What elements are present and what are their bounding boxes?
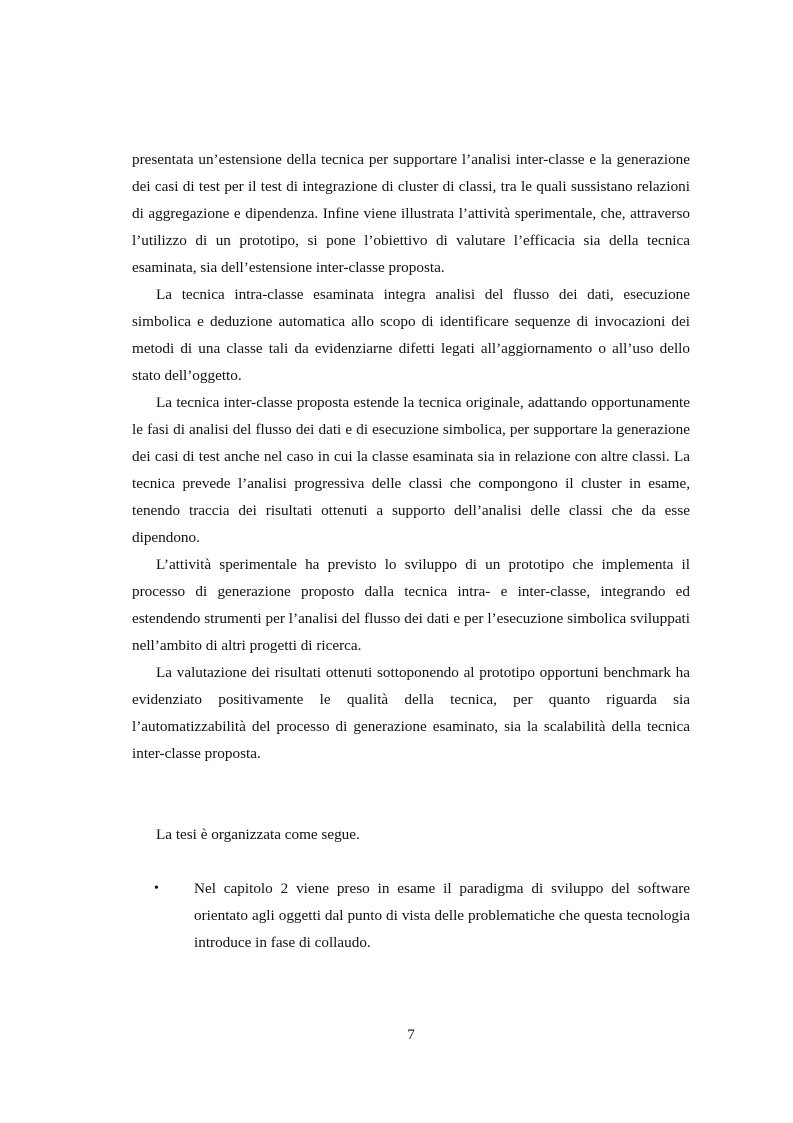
list-item-text: Nel capitolo 2 viene preso in esame il paradigma di sviluppo del software orientato agli oggetti dal punto di vista delle problematiche che questa tecnologia introduce in fase di collaudo. xyxy=(194,880,690,951)
list-intro: La tesi è organizzata come segue. xyxy=(156,826,360,843)
chapter-list xyxy=(132,875,690,956)
paragraph-1: presentata un’estensione della tecnica per supportare l’analisi inter-classe e la generazione dei casi di test per il test di integrazione di cluster di classi, tra le quali sussistano relazioni di aggregazione e dipendenza. Infine viene illustrata l’attività sperimentale, che, attraverso l’utilizzo di un prototipo, si pone l’obiettivo di valutare l’efficacia sia della tecnica esaminata, sia dell’estensione inter-classe proposta. xyxy=(132,151,690,276)
section-spacer xyxy=(132,767,690,821)
paragraph-3: La tecnica inter-classe proposta estende la tecnica originale, adattando opportunamente le fasi di analisi del flusso dei dati e di esecuzione simbolica, per supportare la generazione dei casi di test anche nel caso in cui la classe esaminata sia in relazione con altre classi. La tecnica prevede l’analisi progressiva delle classi che compongono il cluster in esame, tenendo traccia dei risultati ottenuti a supporto dell’analisi delle classi che da esse dipendono. xyxy=(132,394,690,546)
list-spacer xyxy=(132,848,690,875)
paragraph-4: L’attività sperimentale ha previsto lo sviluppo di un prototipo che implementa il processo di generazione proposto dalla tecnica intra- e inter-classe, integrando ed estendendo strumenti per l’analisi del flusso dei dati e per l’esecuzione simbolica sviluppati nell’ambito di altri progetti di ricerca. xyxy=(132,556,690,654)
page-number: 7 xyxy=(407,1026,415,1043)
list-item xyxy=(132,875,690,956)
bullet-icon: • xyxy=(154,881,159,896)
paragraph-5: La valutazione dei risultati ottenuti sottoponendo al prototipo opportuni benchmark ha evidenziato positivamente le qualità della tecnica, per quanto riguarda sia l’automatizzabilità del processo di generazione esaminato, sia la scalabilità della tecnica inter-classe proposta. xyxy=(132,664,690,762)
body-text xyxy=(132,146,690,956)
paragraph-2: La tecnica intra-classe esaminata integra analisi del flusso dei dati, esecuzione simbolica e deduzione automatica allo scopo di identificare sequenze di invocazioni dei metodi di una classe tali da evidenziarne difetti legati all’aggiornamento o all’uso dello stato dell’oggetto. xyxy=(132,286,690,384)
